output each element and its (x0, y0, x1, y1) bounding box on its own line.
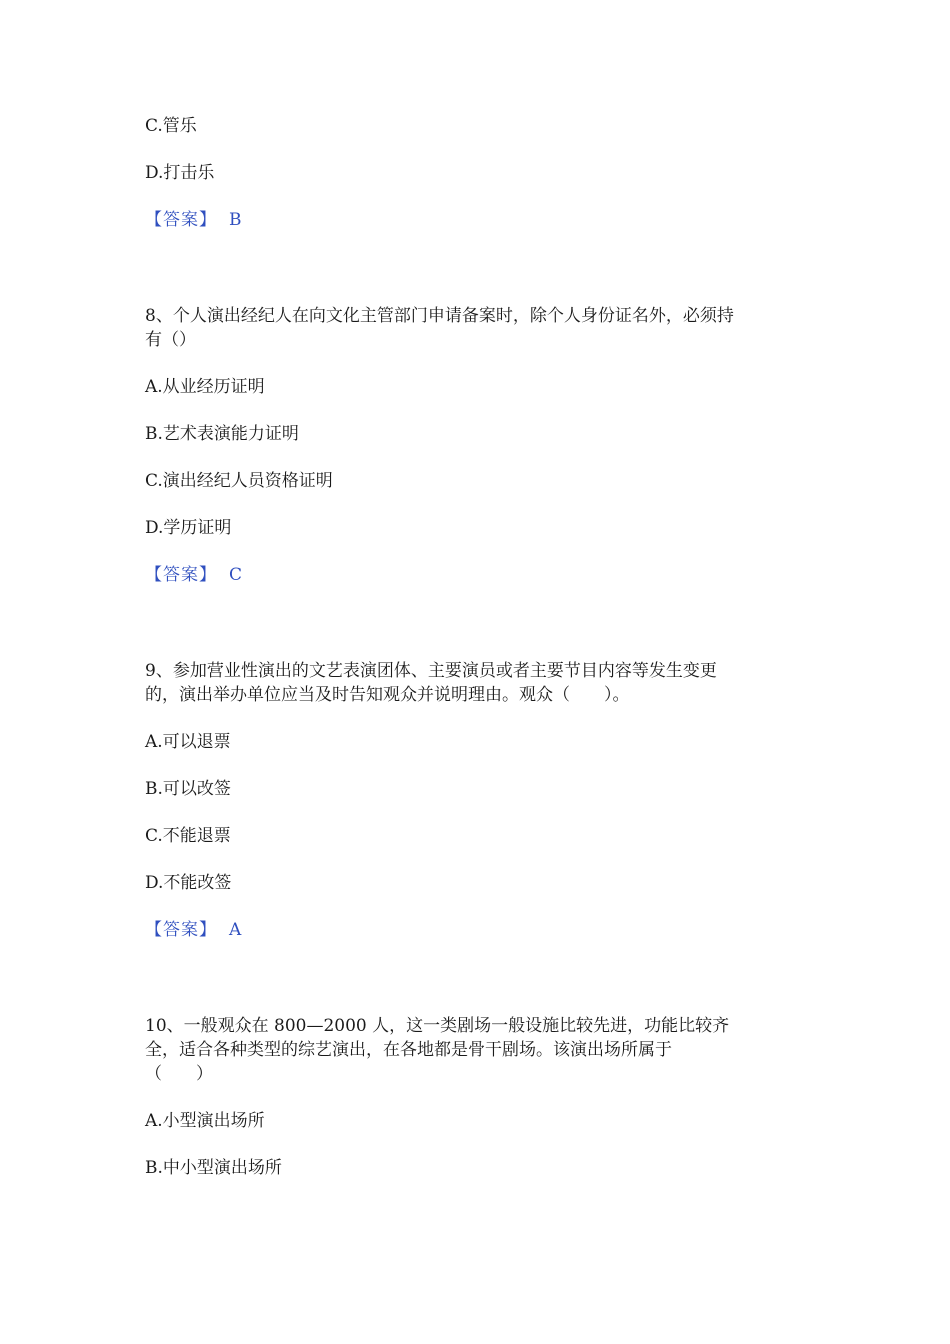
q8-option-d: D.学历证明 (145, 518, 232, 538)
q9-stem-line2: 的，演出举办单位应当及时告知观众并说明理由。观众（ ）。 (145, 685, 630, 705)
q8-answer (145, 563, 242, 587)
q10-stem-line3: （ ） (145, 1064, 213, 1084)
answer-value: A (229, 920, 242, 940)
q8-stem-line2: 有（） (145, 330, 196, 350)
q9-option-c: C.不能退票 (145, 826, 231, 846)
q7-option-d: D.打击乐 (145, 163, 215, 183)
answer-label: 【答案】 (145, 920, 217, 940)
answer-value: B (229, 210, 242, 230)
q10-stem-line2: 全，适合各种类型的综艺演出，在各地都是骨干剧场。该演出场所属于 (145, 1040, 672, 1060)
q9-option-b: B.可以改签 (145, 779, 231, 799)
answer-value: C (229, 565, 243, 585)
answer-label: 【答案】 (145, 210, 217, 230)
answer-label: 【答案】 (145, 565, 217, 585)
q8-option-a: A.从业经历证明 (145, 377, 265, 397)
q8-option-c: C.演出经纪人员资格证明 (145, 471, 333, 491)
q10-option-a: A.小型演出场所 (145, 1111, 265, 1131)
q10-stem-line1: 10、一般观众在 800—2000 人，这一类剧场一般设施比较先进，功能比较齐 (145, 1016, 730, 1036)
q9-option-d: D.不能改签 (145, 873, 232, 893)
q7-option-c: C.管乐 (145, 116, 197, 136)
q9-stem-line1: 9、参加营业性演出的文艺表演团体、主要演员或者主要节目内容等发生变更 (145, 661, 717, 681)
q7-answer (145, 208, 242, 232)
q9-option-a: A.可以退票 (145, 732, 231, 752)
q10-option-b: B.中小型演出场所 (145, 1158, 282, 1178)
q8-option-b: B.艺术表演能力证明 (145, 424, 299, 444)
q8-stem-line1: 8、个人演出经纪人在向文化主管部门申请备案时，除个人身份证名外，必须持 (145, 306, 734, 326)
q9-answer (145, 918, 241, 942)
